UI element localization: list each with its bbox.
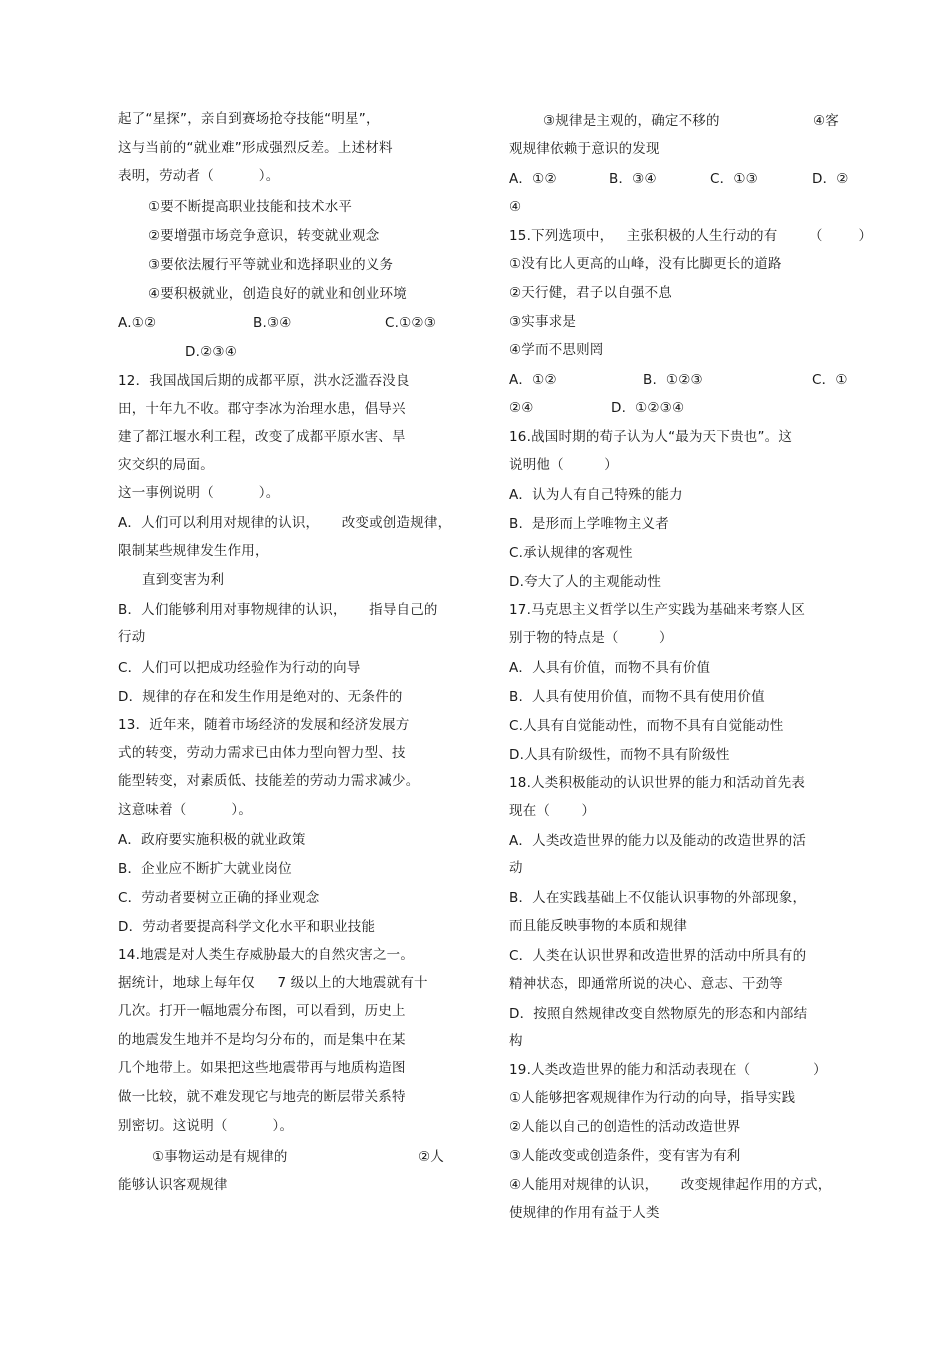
text-line: C．人类在认识世界和改造世界的活动中所具有的 [509,948,807,964]
text-line: A．①② [509,171,557,187]
text-line: 行动 [118,629,146,645]
text-line: ③要依法履行平等就业和选择职业的义务 [148,257,394,273]
text-line: 19.人类改造世界的能力和活动表现在（ ） [509,1062,827,1078]
text-line: ④客 [813,113,840,129]
text-line: 构 [509,1033,523,1049]
text-line: 的地震发生地并不是均匀分布的，而是集中在某 [118,1032,406,1048]
text-line: 18.人类积极能动的认识世界的能力和活动首先表 [509,775,806,791]
text-line: ②人 [418,1149,445,1165]
text-line: 据统计，地球上每年仅 7 级以上的大地震就有十 [118,975,428,991]
text-line: ②④ [509,400,534,416]
text-line: 直到变害为利 [142,572,225,588]
text-line: B．企业应不断扩大就业岗位 [118,861,292,877]
text-line: 限制某些规律发生作用， [118,543,269,559]
text-line: 而且能反映事物的本质和规律 [509,918,688,934]
text-line: ①没有比人更高的山峰，没有比脚更长的道路 [509,256,782,272]
text-line: 16.战国时期的荀子认为人“最为天下贵也”。这 [509,429,793,445]
text-line: D．规律的存在和发生作用是绝对的、无条件的 [118,689,403,705]
text-line: C.承认规律的客观性 [509,545,633,561]
text-line: 这与当前的“就业难”形成强烈反差。上述材料 [118,140,393,156]
text-line: D. ①②③④ [611,400,685,416]
text-line: A．人们可以利用对规律的认识， 改变或创造规律， [118,515,452,531]
text-line: 14.地震是对人类生存威胁最大的自然灾害之一。 [118,947,415,963]
text-line: ②天行健，君子以自强不息 [509,285,673,301]
text-line: A.①② [118,315,157,331]
text-line: B．人在实践基础上不仅能认识事物的外部现象， [509,890,807,906]
text-line: 现在（ ） [509,803,596,819]
text-line: A．①② [509,372,557,388]
text-line: 田，十年九不收。郡守李冰为治理水患，倡导兴 [118,401,406,417]
text-line: ①要不断提高职业技能和技术水平 [148,199,353,215]
text-line: 几个地带上。如果把这些地震带再与地质构造图 [118,1060,406,1076]
text-line: ②要增强市场竞争意识，转变就业观念 [148,228,380,244]
text-line: 观规律依赖于意识的发现 [509,141,660,157]
text-line: 15.下列选项中， 主张积极的人生行动的有 （ ） [509,228,873,244]
text-line: C．①③ [710,171,758,187]
text-line: ③实事求是 [509,314,577,330]
text-line: ③规律是主观的，确定不移的 [543,113,720,129]
text-line: D.人具有阶级性，而物不具有阶级性 [509,747,730,763]
text-line: C．① [812,372,848,388]
text-line: D.②③④ [185,344,237,360]
text-line: A．认为人有自己特殊的能力 [509,487,683,503]
text-line: 能够认识客观规律 [118,1177,228,1193]
text-line: C．劳动者要树立正确的择业观念 [118,890,320,906]
text-line: 几次。打开一幅地震分布图，可以看到，历史上 [118,1003,406,1019]
text-line: B.③④ [253,315,292,331]
text-line: 别密切。这说明（ ）。 [118,1118,294,1134]
text-line: A．人类改造世界的能力以及能动的改造世界的活 [509,833,807,849]
text-line: ②人能以自己的创造性的活动改造世界 [509,1119,741,1135]
text-line: D.夸大了人的主观能动性 [509,574,662,590]
text-line: 说明他（ ） [509,457,618,473]
text-line: ③人能改变或创造条件，变有害为有利 [509,1148,741,1164]
text-line: D．按照自然规律改变自然物原先的形态和内部结 [509,1006,808,1022]
text-line: ④学而不思则罔 [509,342,604,358]
text-line: C．人们可以把成功经验作为行动的向导 [118,660,361,676]
text-line: 灾交织的局面。 [118,457,214,473]
text-line: 这意味着（ ）。 [118,802,253,818]
text-line: 17.马克思主义哲学以生产实践为基础来考察人区 [509,602,806,618]
text-line: B．③④ [609,171,657,187]
text-line: 起了“星探”，亲自到赛场抢夺技能“明星”， [118,111,380,127]
text-line: D．劳动者要提高科学文化水平和职业技能 [118,919,376,935]
text-line: A．政府要实施积极的就业政策 [118,832,306,848]
text-line: 这一事例说明（ ）。 [118,485,280,501]
text-line: ①人能够把客观规律作为行动的向导，指导实践 [509,1090,796,1106]
text-line: ④人能用对规律的认识， 改变规律起作用的方式， [509,1177,832,1193]
text-line: ①事物运动是有规律的 [152,1149,288,1165]
text-line: ④ [509,199,522,215]
text-line: 动 [509,860,523,876]
text-line: A．人具有价值，而物不具有价值 [509,660,711,676]
text-line: 式的转变，劳动力需求已由体力型向智力型、技 [118,745,406,761]
text-line: C.①②③ [385,315,437,331]
text-line: 能型转变，对素质低、技能差的劳动力需求减少。 [118,773,420,789]
text-line: D．② [812,171,849,187]
text-line: 精神状态，即通常所说的决心、意志、干劲等 [509,976,783,992]
text-line: 12．我国战国后期的成都平原，洪水泛滥吞没良 [118,373,410,389]
text-line: 使规律的作用有益于人类 [509,1205,660,1221]
text-line: B．人们能够利用对事物规律的认识， 指导自己的 [118,602,438,618]
text-line: 13．近年来，随着市场经济的发展和经济发展方 [118,717,410,733]
text-line: 建了都江堰水利工程，改变了成都平原水害、旱 [118,429,406,445]
text-line: 做一比较，就不难发现它与地壳的断层带关系特 [118,1089,406,1105]
text-line: B. ①②③ [643,372,703,388]
text-line: 表明，劳动者（ ）。 [118,168,280,184]
text-line: B. 人具有使用价值，而物不具有使用价值 [509,689,765,705]
text-line: B. 是形而上学唯物主义者 [509,516,669,532]
text-line: ④要积极就业，创造良好的就业和创业环境 [148,286,407,302]
text-line: C.人具有自觉能动性，而物不具有自觉能动性 [509,718,784,734]
text-line: 别于物的特点是（ ） [509,630,673,646]
